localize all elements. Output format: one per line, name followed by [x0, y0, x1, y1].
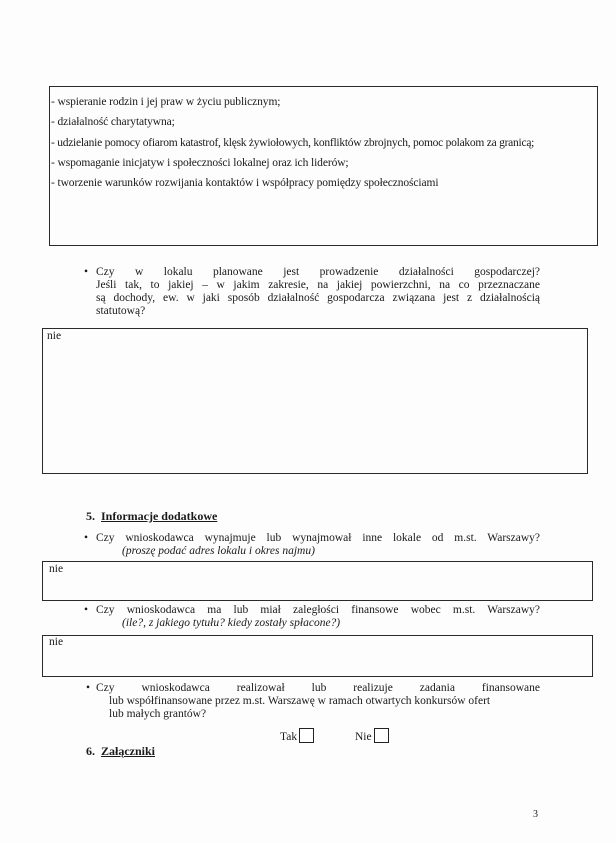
question-line: Jeśli tak, to jakiej – w jakim zakresie, na jakiej powierzchni, na co przeznaczane [96, 279, 540, 291]
question-line: lub małych grantów? [109, 708, 207, 720]
rent-answer: nie [49, 563, 64, 575]
question-grants [84, 682, 540, 726]
business-answer: nie [47, 330, 62, 342]
business-answer-box [42, 328, 588, 474]
activity-item: - działalność charytatywna; [51, 116, 175, 128]
activity-item: - udzielanie pomocy ofiarom katastrof, klęsk żywiołowych, konfliktów zbrojnych, pomoc polakom za granicą; [51, 137, 535, 149]
no-checkbox[interactable] [374, 728, 389, 743]
question-line: statutową? [96, 305, 146, 317]
question-debts [84, 604, 540, 632]
question-line: Czy w lokalu planowane jest prowadzenie działalności gospodarczej? [96, 266, 540, 278]
activity-item: - wspieranie rodzin i jej praw w życiu publicznym; [51, 96, 281, 108]
section-number: 5. [86, 509, 95, 523]
question-business-activity [84, 266, 540, 322]
bullet: • [84, 604, 89, 616]
yes-checkbox[interactable] [299, 728, 314, 743]
bullet: • [84, 266, 89, 278]
grants-no-option[interactable] [355, 728, 389, 743]
question-line: Czy wnioskodawca realizował lub realizuje zadania finansowane [96, 682, 540, 694]
question-line: lub współfinansowane przez m.st. Warszawę w ramach otwartych konkursów ofert [109, 695, 491, 707]
no-label: Nie [355, 731, 372, 743]
bullet: • [86, 682, 91, 694]
grants-yes-option[interactable] [280, 728, 314, 743]
section-5-heading [86, 509, 217, 524]
question-line: są dochody, ew. w jaki sposób działalność gospodarcza związana jest z działalnością [96, 292, 540, 304]
question-line: Czy wnioskodawca ma lub miał zaległości finansowe wobec m.st. Warszawy? [96, 604, 540, 616]
page-number: 3 [533, 809, 538, 820]
section-6-heading [86, 744, 155, 759]
section-title: Informacje dodatkowe [101, 509, 218, 523]
bullet: • [84, 532, 89, 544]
activity-item: - wspomaganie inicjatyw i społeczności lokalnej oraz ich liderów; [51, 157, 349, 169]
rent-answer-box [42, 561, 593, 601]
debts-answer-box [42, 635, 593, 677]
yes-label: Tak [280, 731, 298, 743]
activity-item: - tworzenie warunków rozwijania kontaktów i współpracy pomiędzy społecznościami [51, 177, 439, 189]
question-line: Czy wnioskodawca wynajmuje lub wynajmował inne lokale od m.st. Warszawy? [96, 532, 540, 544]
question-hint: (ile?, z jakiego tytułu? kiedy zostały spłacone?) [122, 617, 341, 629]
question-hint: (proszę podać adres lokalu i okres najmu) [122, 545, 315, 557]
debts-answer: nie [49, 636, 64, 648]
question-rent [84, 532, 540, 560]
section-title: Załączniki [101, 744, 156, 758]
section-number: 6. [86, 744, 95, 758]
